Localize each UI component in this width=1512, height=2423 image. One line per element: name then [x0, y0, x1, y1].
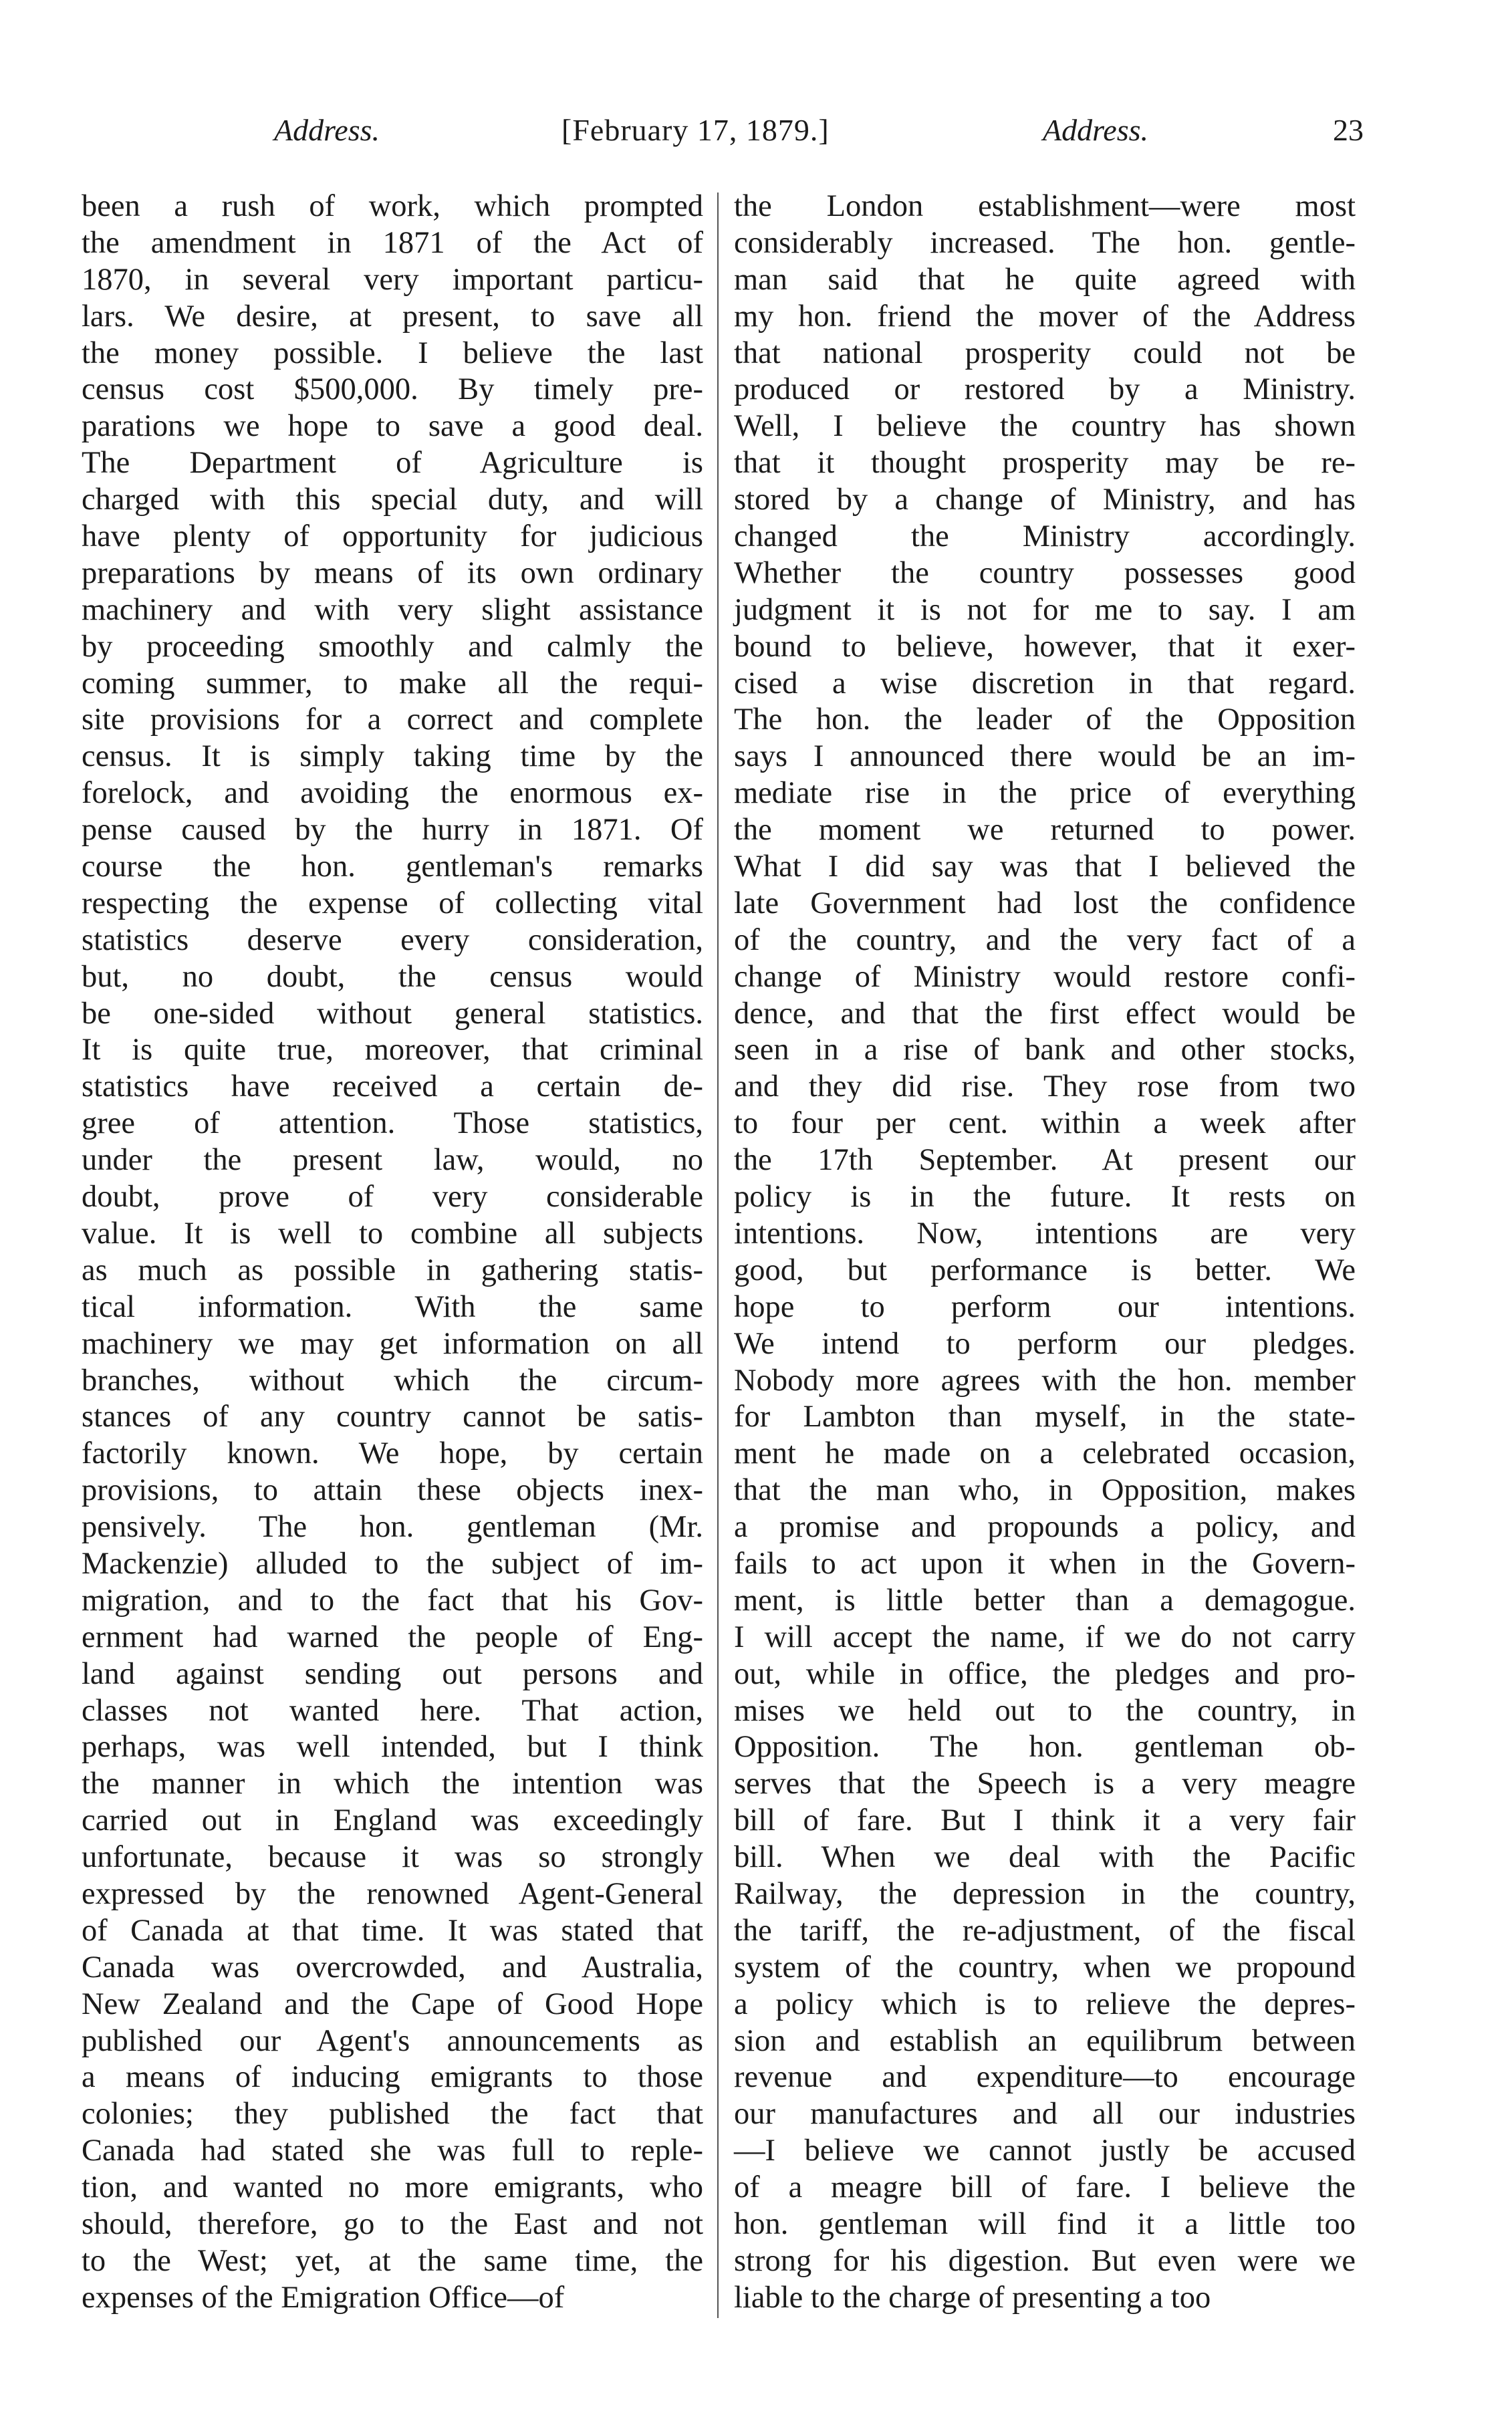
text-line: should, therefore, go to the East and not: [82, 2206, 703, 2241]
text-line: the manner in which the intention was: [82, 1767, 703, 1801]
text-line: the money possible. I believe the last: [82, 336, 703, 370]
text-line: machinery and with very slight assistance: [82, 592, 703, 627]
header-right-title: Address.: [1043, 113, 1149, 147]
column-divider: [717, 193, 719, 2318]
text-line: migration, and to the fact that his Gov-: [82, 1583, 703, 1618]
text-line: revenue and expenditure—to encourage: [734, 2060, 1356, 2095]
text-line: fails to act upon it when in the Govern-: [734, 1546, 1356, 1581]
text-line: to four per cent. within a week after: [734, 1106, 1356, 1141]
text-line: a policy which is to relieve the depres-: [734, 1987, 1356, 2021]
text-line: system of the country, when we propound: [734, 1950, 1356, 1985]
text-line: the London establishment—were most: [734, 189, 1356, 223]
text-line: the tariff, the re-adjustment, of the fiscal: [734, 1913, 1356, 1948]
text-line: Mackenzie) alluded to the subject of im-: [82, 1546, 703, 1581]
text-line: strong for his digestion. But even were we: [734, 2243, 1356, 2278]
running-header: [201, 112, 1364, 166]
text-line: tical information. With the same: [82, 1289, 703, 1324]
text-line: man said that he quite agreed with: [734, 262, 1356, 297]
text-line: bill. When we deal with the Pacific: [734, 1840, 1356, 1875]
text-line: and they did rise. They rose from two: [734, 1069, 1356, 1104]
text-line: be one-sided without general statistics.: [82, 996, 703, 1031]
left-text-column: [82, 188, 703, 2317]
text-line: considerably increased. The hon. gentle-: [734, 225, 1356, 260]
text-line: expenses of the Emigration Office—of: [82, 2280, 565, 2315]
text-line: New Zealand and the Cape of Good Hope: [82, 1987, 703, 2021]
text-line: I will accept the name, if we do not carry: [734, 1620, 1356, 1654]
text-line: the moment we returned to power.: [734, 813, 1356, 848]
text-line: charged with this special duty, and will: [82, 483, 703, 517]
text-line: course the hon. gentleman's remarks: [82, 850, 703, 884]
text-line: dence, and that the first effect would be: [734, 996, 1356, 1031]
text-line: statistics have received a certain de-: [82, 1069, 703, 1104]
text-line: changed the Ministry accordingly.: [734, 519, 1356, 554]
text-line: published our Agent's announcements as: [82, 2023, 703, 2058]
text-line: a promise and propounds a policy, and: [734, 1510, 1356, 1545]
header-date: [February 17, 1879.]: [561, 113, 830, 147]
text-line: stances of any country cannot be satis-: [82, 1400, 703, 1434]
text-line: doubt, prove of very considerable: [82, 1180, 703, 1215]
text-line: gree of attention. Those statistics,: [82, 1106, 703, 1141]
text-line: hon. gentleman will find it a little too: [734, 2206, 1356, 2241]
text-line: serves that the Speech is a very meagre: [734, 1767, 1356, 1801]
text-line: a means of inducing emigrants to those: [82, 2060, 703, 2095]
text-line: lars. We desire, at present, to save all: [82, 299, 703, 334]
text-line: mises we held out to the country, in: [734, 1693, 1356, 1728]
text-line: stored by a change of Ministry, and has: [734, 483, 1356, 517]
text-line: parations we hope to save a good deal.: [82, 409, 703, 444]
text-line: Canada was overcrowded, and Australia,: [82, 1950, 703, 1985]
text-line: Canada had stated she was full to reple-: [82, 2134, 703, 2168]
text-line: produced or restored by a Ministry.: [734, 372, 1356, 407]
text-line: seen in a rise of bank and other stocks,: [734, 1033, 1356, 1067]
text-line: The hon. the leader of the Opposition: [734, 703, 1356, 737]
text-line: good, but performance is better. We: [734, 1253, 1356, 1287]
text-line: for Lambton than myself, in the state-: [734, 1400, 1356, 1434]
text-line: change of Ministry would restore confi-: [734, 959, 1356, 994]
text-line: land against sending out persons and: [82, 1656, 703, 1691]
text-line: census. It is simply taking time by the: [82, 739, 703, 774]
text-line: bound to believe, however, that it exer-: [734, 629, 1356, 664]
text-line: intentions. Now, intentions are very: [734, 1216, 1356, 1251]
text-line: to the West; yet, at the same time, the: [82, 2243, 703, 2278]
text-line: my hon. friend the mover of the Address: [734, 299, 1356, 334]
header-left-title: Address.: [274, 113, 380, 147]
text-line: says I announced there would be an im-: [734, 739, 1356, 774]
text-line: perhaps, was well intended, but I think: [82, 1730, 703, 1765]
text-line: provisions, to attain these objects inex-: [82, 1473, 703, 1508]
text-line: What I did say was that I believed the: [734, 850, 1356, 884]
text-line: —I believe we cannot justly be accused: [734, 2134, 1356, 2168]
text-line: as much as possible in gathering statis-: [82, 1253, 703, 1287]
text-line: pensively. The hon. gentleman (Mr.: [82, 1510, 703, 1545]
text-line: carried out in England was exceedingly: [82, 1803, 703, 1838]
text-line: late Government had lost the confidence: [734, 886, 1356, 920]
text-line: the amendment in 1871 of the Act of: [82, 225, 703, 260]
text-line: branches, without which the circum-: [82, 1363, 703, 1398]
text-line: ment he made on a celebrated occasion,: [734, 1436, 1356, 1471]
text-line: We intend to perform our pledges.: [734, 1326, 1356, 1361]
text-line: been a rush of work, which prompted: [82, 189, 703, 223]
text-line: ernment had warned the people of Eng-: [82, 1620, 703, 1654]
text-line: ment, is little better than a demagogue.: [734, 1583, 1356, 1618]
right-text-column: [734, 188, 1356, 2317]
text-line: Well, I believe the country has shown: [734, 409, 1356, 444]
text-line: Nobody more agrees with the hon. member: [734, 1363, 1356, 1398]
text-line: of Canada at that time. It was stated that: [82, 1913, 703, 1948]
text-line: 1870, in several very important particu-: [82, 262, 703, 297]
text-line: sion and establish an equilibrum between: [734, 2023, 1356, 2058]
text-line: value. It is well to combine all subjects: [82, 1216, 703, 1251]
text-line: policy is in the future. It rests on: [734, 1180, 1356, 1215]
text-line: pense caused by the hurry in 1871. Of: [82, 813, 703, 848]
text-line: respecting the expense of collecting vital: [82, 886, 703, 920]
text-line: Opposition. The hon. gentleman ob-: [734, 1730, 1356, 1765]
text-line: expressed by the renowned Agent-General: [82, 1876, 703, 1911]
text-line: Railway, the depression in the country,: [734, 1876, 1356, 1911]
text-line: forelock, and avoiding the enormous ex-: [82, 776, 703, 811]
text-line: unfortunate, because it was so strongly: [82, 1840, 703, 1875]
text-line: by proceeding smoothly and calmly the: [82, 629, 703, 664]
text-line: of the country, and the very fact of a: [734, 922, 1356, 957]
text-line: our manufactures and all our industries: [734, 2097, 1356, 2132]
text-line: coming summer, to make all the requi-: [82, 666, 703, 700]
text-line: bill of fare. But I think it a very fair: [734, 1803, 1356, 1838]
text-line: the 17th September. At present our: [734, 1143, 1356, 1178]
text-line: colonies; they published the fact that: [82, 2097, 703, 2132]
text-line: of a meagre bill of fare. I believe the: [734, 2170, 1356, 2205]
text-line: but, no doubt, the census would: [82, 959, 703, 994]
text-line: factorily known. We hope, by certain: [82, 1436, 703, 1471]
text-line: machinery we may get information on all: [82, 1326, 703, 1361]
text-line: cised a wise discretion in that regard.: [734, 666, 1356, 700]
text-line: classes not wanted here. That action,: [82, 1693, 703, 1728]
text-line: tion, and wanted no more emigrants, who: [82, 2170, 703, 2205]
text-line: liable to the charge of presenting a too: [734, 2280, 1211, 2315]
text-line: mediate rise in the price of everything: [734, 776, 1356, 811]
text-line: that it thought prosperity may be re-: [734, 446, 1356, 481]
text-line: census cost $500,000. By timely pre-: [82, 372, 703, 407]
text-line: that national prosperity could not be: [734, 336, 1356, 370]
text-line: judgment it is not for me to say. I am: [734, 592, 1356, 627]
text-line: It is quite true, moreover, that criminal: [82, 1033, 703, 1067]
text-line: preparations by means of its own ordinary: [82, 555, 703, 590]
text-line: statistics deserve every consideration,: [82, 922, 703, 957]
text-line: out, while in office, the pledges and pro-: [734, 1656, 1356, 1691]
text-line: under the present law, would, no: [82, 1143, 703, 1178]
text-line: have plenty of opportunity for judicious: [82, 519, 703, 554]
text-line: site provisions for a correct and complete: [82, 703, 703, 737]
text-line: Whether the country possesses good: [734, 555, 1356, 590]
text-line: that the man who, in Opposition, makes: [734, 1473, 1356, 1508]
text-line: The Department of Agriculture is: [82, 446, 703, 481]
text-line: hope to perform our intentions.: [734, 1289, 1356, 1324]
page-number: 23: [1333, 113, 1364, 147]
